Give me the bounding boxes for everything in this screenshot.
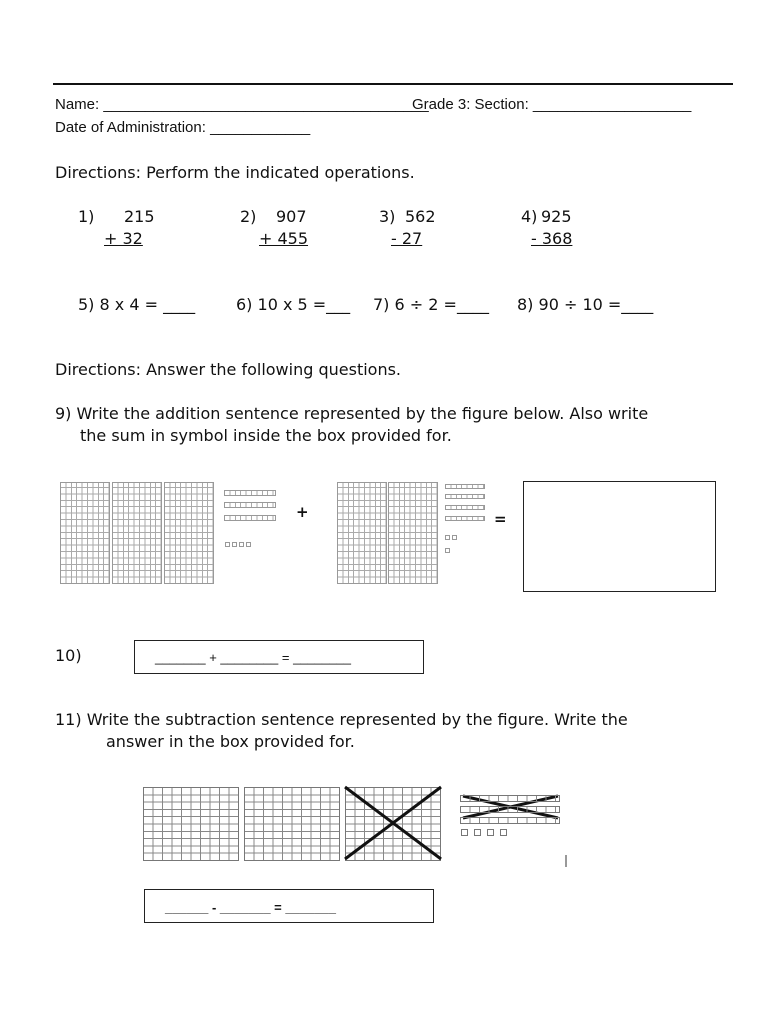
problem-number: 2): [240, 207, 257, 226]
problem-bottom: - 368: [531, 229, 573, 248]
addition-sentence-blanks: _______ + ________ = ________: [155, 650, 351, 665]
question-11-box[interactable]: [144, 889, 434, 923]
name-field[interactable]: Name: _______________________________________: [55, 96, 429, 113]
fact-6: 6) 10 x 5 =___: [236, 295, 351, 314]
tens-rod-crossed: [460, 795, 560, 802]
ones-cube: [500, 829, 507, 836]
question-10-number: 10): [55, 646, 82, 665]
question-11-line-2: answer in the box provided for.: [106, 732, 355, 751]
problem-top: 562: [405, 207, 436, 226]
question-9-line-1: 9) Write the addition sentence represented by the figure below. Also write: [55, 404, 649, 423]
problem-bottom: + 455: [259, 229, 309, 248]
question-9-line-2: the sum in symbol inside the box provided for.: [80, 426, 452, 445]
question-11-line-1: 11) Write the subtraction sentence represented by the figure. Write the: [55, 710, 628, 729]
problem-bottom: - 27: [391, 229, 423, 248]
tens-rod-crossed: [460, 817, 560, 824]
problem-top: 925: [541, 207, 572, 226]
problem-bottom: + 32: [104, 229, 143, 248]
directions-1: Directions: Perform the indicated operations.: [55, 163, 415, 182]
ones-cube: [461, 829, 468, 836]
tens-rod-crossed: [460, 806, 560, 813]
equals-sign: =: [494, 510, 507, 528]
fact-7: 7) 6 ÷ 2 =____: [373, 295, 489, 314]
fact-5: 5) 8 x 4 = ____: [78, 295, 196, 314]
problem-number: 4): [521, 207, 538, 226]
fact-8: 8) 90 ÷ 10 =____: [517, 295, 654, 314]
problem-number: 1): [78, 207, 95, 226]
ones-cube: [474, 829, 481, 836]
problem-top: 907: [276, 207, 307, 226]
date-field[interactable]: Date of Administration: ____________: [55, 119, 311, 136]
ones-cube: [487, 829, 494, 836]
subtraction-sentence-blanks: ______ - _______ = _______: [165, 900, 336, 915]
problem-number: 3): [379, 207, 396, 226]
plus-sign: +: [296, 503, 309, 521]
problem-top: 215: [124, 207, 155, 226]
directions-2: Directions: Answer the following questions.: [55, 360, 402, 379]
grade-section-field[interactable]: Grade 3: Section: ___________________: [412, 96, 692, 113]
